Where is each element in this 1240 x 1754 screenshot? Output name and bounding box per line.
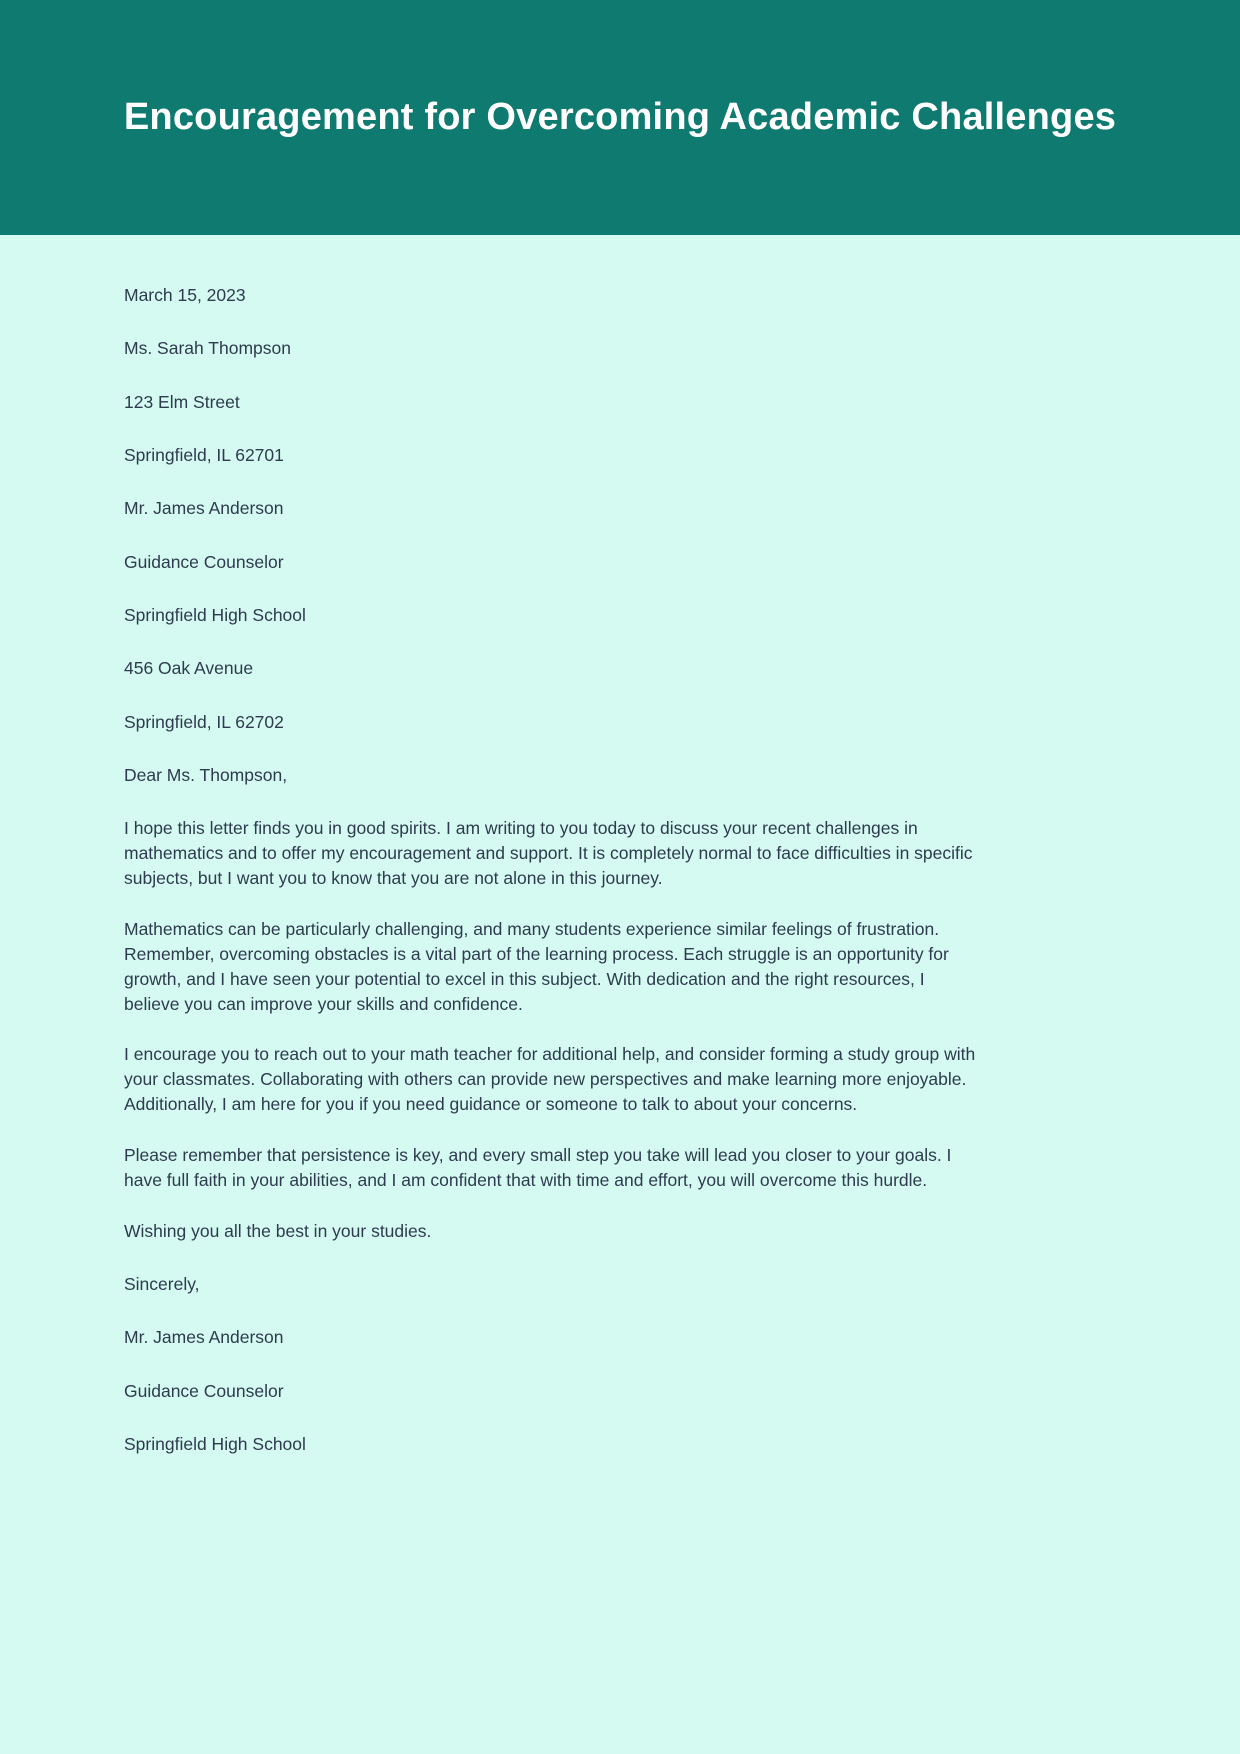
letter-header-band (0, 0, 1240, 235)
page-title: Encouragement for Overcoming Academic Challenges (123, 95, 1117, 138)
salutation: Dear Ms. Thompson, (124, 765, 288, 786)
letter-paragraph: I hope this letter finds you in good spirits. I am writing to you today to discuss your recent challenges in mathematics and to offer my encouragement and support. It is completely normal to face difficulties in specific subjects, but I want you to know that you are not alone in this journey. (124, 818, 973, 889)
recipient-city-state-zip: Springfield, IL 62701 (124, 445, 284, 466)
recipient-name: Ms. Sarah Thompson (124, 338, 291, 359)
closing-salutation: Sincerely, (124, 1273, 200, 1294)
signature-title: Guidance Counselor (124, 1380, 284, 1401)
sender-name: Mr. James Anderson (124, 498, 284, 519)
letter-paragraph: Mathematics can be particularly challenging, and many students experience similar feelings of frustration. Remember, overcoming obstacles is a vital part of the learning process. Each struggle is an opportunity for growth, and I have seen your potential to excel in this subject. With dedication and the right resources, I believe you can improve your skills and confidence. (124, 918, 949, 1014)
sender-organization: Springfield High School (124, 605, 306, 626)
signature-organization: Springfield High School (124, 1433, 306, 1454)
signature-name: Mr. James Anderson (124, 1327, 284, 1348)
letter-paragraph: I encourage you to reach out to your math teacher for additional help, and consider forming a study group with your classmates. Collaborating with others can provide new perspectives and make learning more enjoyable. Additionally, I am here for you if you need guidance or someone to talk to about your concerns. (124, 1044, 976, 1115)
letter-paragraph: Please remember that persistence is key, and every small step you take will lead you closer to your goals. I have full faith in your abilities, and I am confident that with time and effort, you will overcome this hurdle. (124, 1144, 952, 1190)
sender-title: Guidance Counselor (124, 551, 284, 572)
sender-city-state-zip: Springfield, IL 62702 (124, 711, 284, 732)
closing-wishes: Wishing you all the best in your studies. (124, 1220, 432, 1241)
sender-street: 456 Oak Avenue (124, 658, 254, 679)
recipient-street: 123 Elm Street (124, 391, 240, 412)
letter-body (0, 235, 1240, 1517)
letter-date: March 15, 2023 (124, 285, 246, 305)
